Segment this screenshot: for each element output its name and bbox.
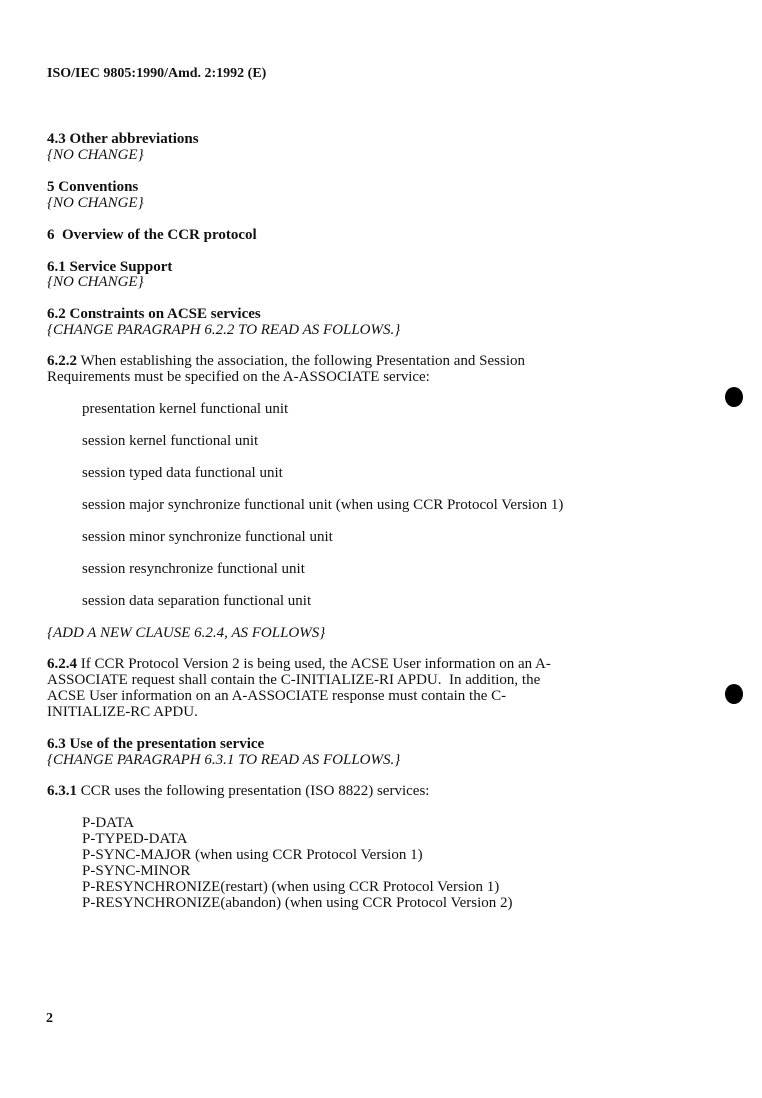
heading-6-1: 6.1 Service Support [47,259,173,275]
list-item: session typed data functional unit [82,465,283,481]
list-item: session kernel functional unit [82,433,259,449]
add-clause-note: {ADD A NEW CLAUSE 6.2.4, AS FOLLOWS} [47,625,326,641]
list-item: session data separation functional unit [82,593,312,609]
note-6-3: {CHANGE PARAGRAPH 6.3.1 TO READ AS FOLLOWS.} [47,752,401,768]
change-bar-dot [725,387,743,407]
list-item: session major synchronize functional unit (when using CCR Protocol Version 1) [82,497,564,513]
list-item: P-SYNC-MAJOR (when using CCR Protocol Version 1) [82,847,423,863]
paragraph-text: If CCR Protocol Version 2 is being used, the ACSE User information on an A- [77,656,551,672]
clause-number: 6.3.1 [47,783,77,799]
paragraph-6-3-1 [47,783,429,799]
list-item: session minor synchronize functional unit [82,529,333,545]
paragraph-6-2-2-line2: Requirements must be specified on the A-ASSOCIATE service: [47,369,430,385]
page-number: 2 [46,1011,53,1026]
paragraph-text: When establishing the association, the following Presentation and Session [77,353,525,369]
heading-5: 5 Conventions [47,179,139,195]
note-5: {NO CHANGE} [47,195,144,211]
list-item: P-TYPED-DATA [82,831,188,847]
presentation-services-list [82,815,513,911]
paragraph-6-2-4-line4: INITIALIZE-RC APDU. [47,704,198,720]
clause-number: 6.2.4 [47,656,77,672]
list-item: P-DATA [82,815,135,831]
document-header: ISO/IEC 9805:1990/Amd. 2:1992 (E) [47,66,267,81]
list-item: P-SYNC-MINOR [82,863,191,879]
list-item: P-RESYNCHRONIZE(abandon) (when using CCR Protocol Version 2) [82,895,513,911]
list-item: presentation kernel functional unit [82,401,289,417]
list-item: session resynchronize functional unit [82,561,305,577]
note-4-3: {NO CHANGE} [47,147,144,163]
paragraph-6-2-4-line2: ASSOCIATE request shall contain the C-INITIALIZE-RI APDU. In addition, the [47,672,541,688]
heading-6: 6 Overview of the CCR protocol [47,227,257,243]
heading-6-3: 6.3 Use of the presentation service [47,736,265,752]
change-bar-dot [725,684,743,704]
heading-4-3: 4.3 Other abbreviations [47,131,199,147]
paragraph-6-2-2 [47,353,525,369]
heading-6-2: 6.2 Constraints on ACSE services [47,306,261,322]
paragraph-6-2-4-line3: ACSE User information on an A-ASSOCIATE response must contain the C- [47,688,507,704]
note-6-2: {CHANGE PARAGRAPH 6.2.2 TO READ AS FOLLOWS.} [47,322,401,338]
paragraph-text: CCR uses the following presentation (ISO 8822) services: [77,783,430,799]
note-6-1: {NO CHANGE} [47,274,144,290]
paragraph-6-2-4 [47,656,551,672]
list-item: P-RESYNCHRONIZE(restart) (when using CCR Protocol Version 1) [82,879,500,895]
clause-number: 6.2.2 [47,353,77,369]
